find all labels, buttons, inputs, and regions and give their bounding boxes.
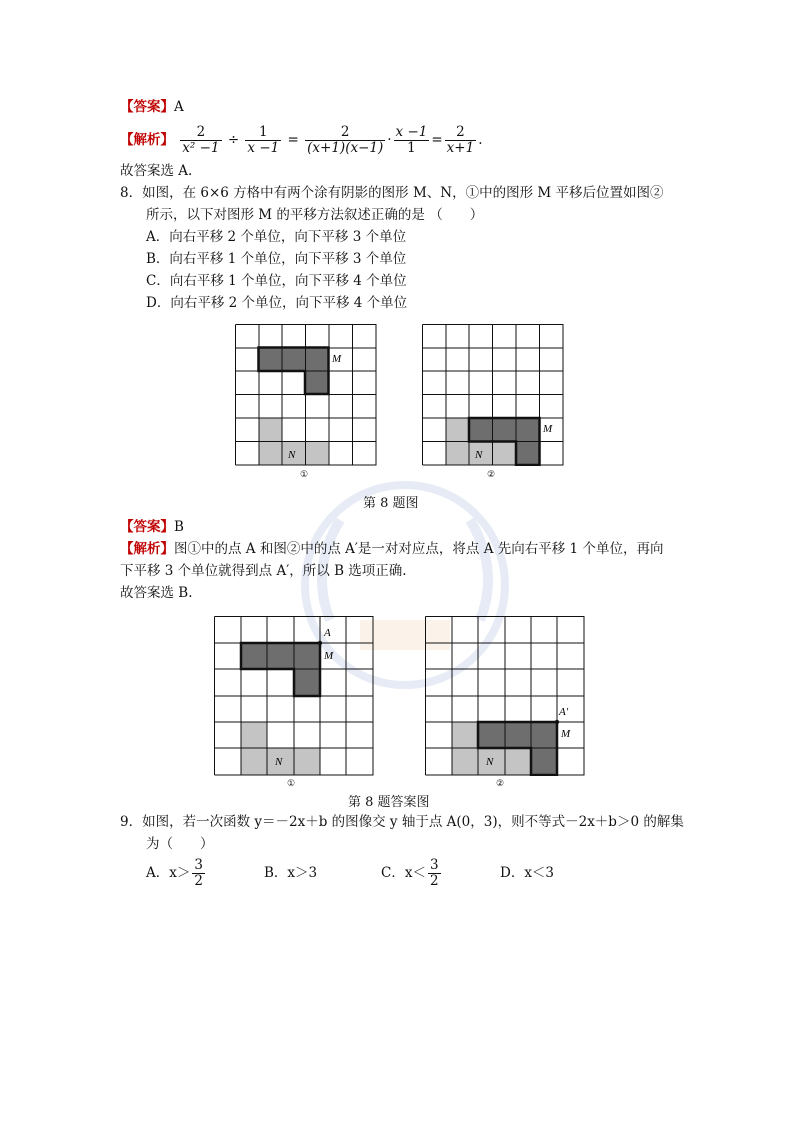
figure-2-number: ② (487, 470, 496, 480)
figure-8-caption: 第 8 题图 (363, 496, 419, 511)
analysis-text-2: 下平移 3 个单位就得到点 A′，所以 B 选项正确. (120, 563, 407, 579)
analysis-line-7 (120, 122, 482, 158)
fraction-5: $\frac{2}{x+1}$ (446, 124, 475, 156)
option-9-a (146, 855, 207, 891)
answer-tag: 【答案】 (120, 99, 174, 115)
answer-grid-figure-1 (214, 616, 374, 776)
analysis-tag: 【解析】 (120, 541, 174, 557)
fraction-1: $\frac{2}{\text{x² −1}}$ (182, 124, 220, 156)
equals-sign: = (287, 132, 299, 148)
analysis-text-1: 图①中的点 A 和图②中的点 A′是一对对应点，将点 A 先向右平移 1 个单位，再向 (174, 541, 664, 557)
fraction-three-halves: $\frac{3}{2}$ (429, 857, 439, 889)
fraction-2: $\frac{1}{x -1}$ (247, 124, 280, 156)
label-a-prime: A′ (559, 706, 569, 718)
answer-figure-2-number: ② (496, 779, 505, 789)
label-m: M (324, 650, 334, 662)
point-a-prime (555, 720, 559, 724)
divide-sign: ÷ (227, 132, 240, 148)
grid-figure-2 (422, 324, 564, 466)
label-n: N (486, 756, 494, 768)
answer-value: A (174, 99, 184, 115)
fraction-4: $\frac{x -1}{1}$ (395, 124, 428, 156)
option-9-b: B．x＞3 (264, 865, 318, 881)
label-n: N (288, 449, 296, 461)
option-9-a-text: A．x＞ (146, 865, 191, 881)
label-n: N (275, 756, 283, 768)
grid-figure-1 (235, 324, 377, 466)
label-m: M (561, 728, 571, 740)
conclusion-7: 故答案选 A. (120, 163, 193, 179)
question-8-line-2: 所示，以下对图形 M 的平移方法叙述正确的是 （ ） (146, 207, 484, 223)
analysis-tag: 【解析】 (120, 132, 174, 148)
label-n: N (475, 449, 483, 461)
grid-lines (426, 617, 585, 776)
option-8-d: D．向右平移 2 个单位，向下平移 4 个单位 (146, 295, 408, 311)
option-9-d: D．x＜3 (500, 865, 555, 881)
answer-line-7 (120, 98, 184, 116)
option-8-b: B．向右平移 1 个单位，向下平移 3 个单位 (146, 251, 407, 267)
fraction-three-halves: $\frac{3}{2}$ (194, 857, 203, 889)
figure-1-number: ① (300, 470, 309, 480)
label-m: M (543, 423, 553, 435)
answer-value: B (174, 519, 184, 535)
question-9-line-2: 为（ ） (146, 836, 214, 852)
fraction-3: $\frac{2}{(x+1)(x-1)}$ (307, 124, 384, 156)
question-8-line-1: 8．如图，在 6×6 方格中有两个涂有阴影的图形 M、N，①中的图形 M 平移后位置如图② (120, 185, 664, 201)
label-a: A (324, 627, 331, 639)
option-8-c: C．向右平移 1 个单位，向下平移 4 个单位 (146, 273, 407, 289)
question-9-line-1: 9．如图，若一次函数 y＝－2x＋b 的图像交 y 轴于点 A(0，3)，则不等式－2x＋b＞0 的解集 (120, 814, 684, 830)
point-a (318, 641, 322, 645)
equals-sign-2: = (431, 132, 443, 148)
analysis-line-8 (120, 540, 663, 558)
option-8-a: A．向右平移 2 个单位，向下平移 3 个单位 (146, 229, 407, 245)
period: . (478, 132, 483, 148)
option-9-c (381, 855, 443, 891)
multiply-dot: · (387, 132, 392, 148)
answer-tag: 【答案】 (120, 519, 174, 535)
answer-line-8 (120, 518, 184, 536)
option-9-c-text: C．x＜ (381, 865, 426, 881)
answer-figure-1-number: ① (287, 779, 296, 789)
conclusion-8: 故答案选 B. (120, 585, 193, 601)
answer-figure-caption: 第 8 题答案图 (348, 795, 430, 810)
grid-lines (423, 325, 564, 466)
answer-grid-figure-2 (425, 616, 585, 776)
label-m: M (332, 353, 342, 365)
